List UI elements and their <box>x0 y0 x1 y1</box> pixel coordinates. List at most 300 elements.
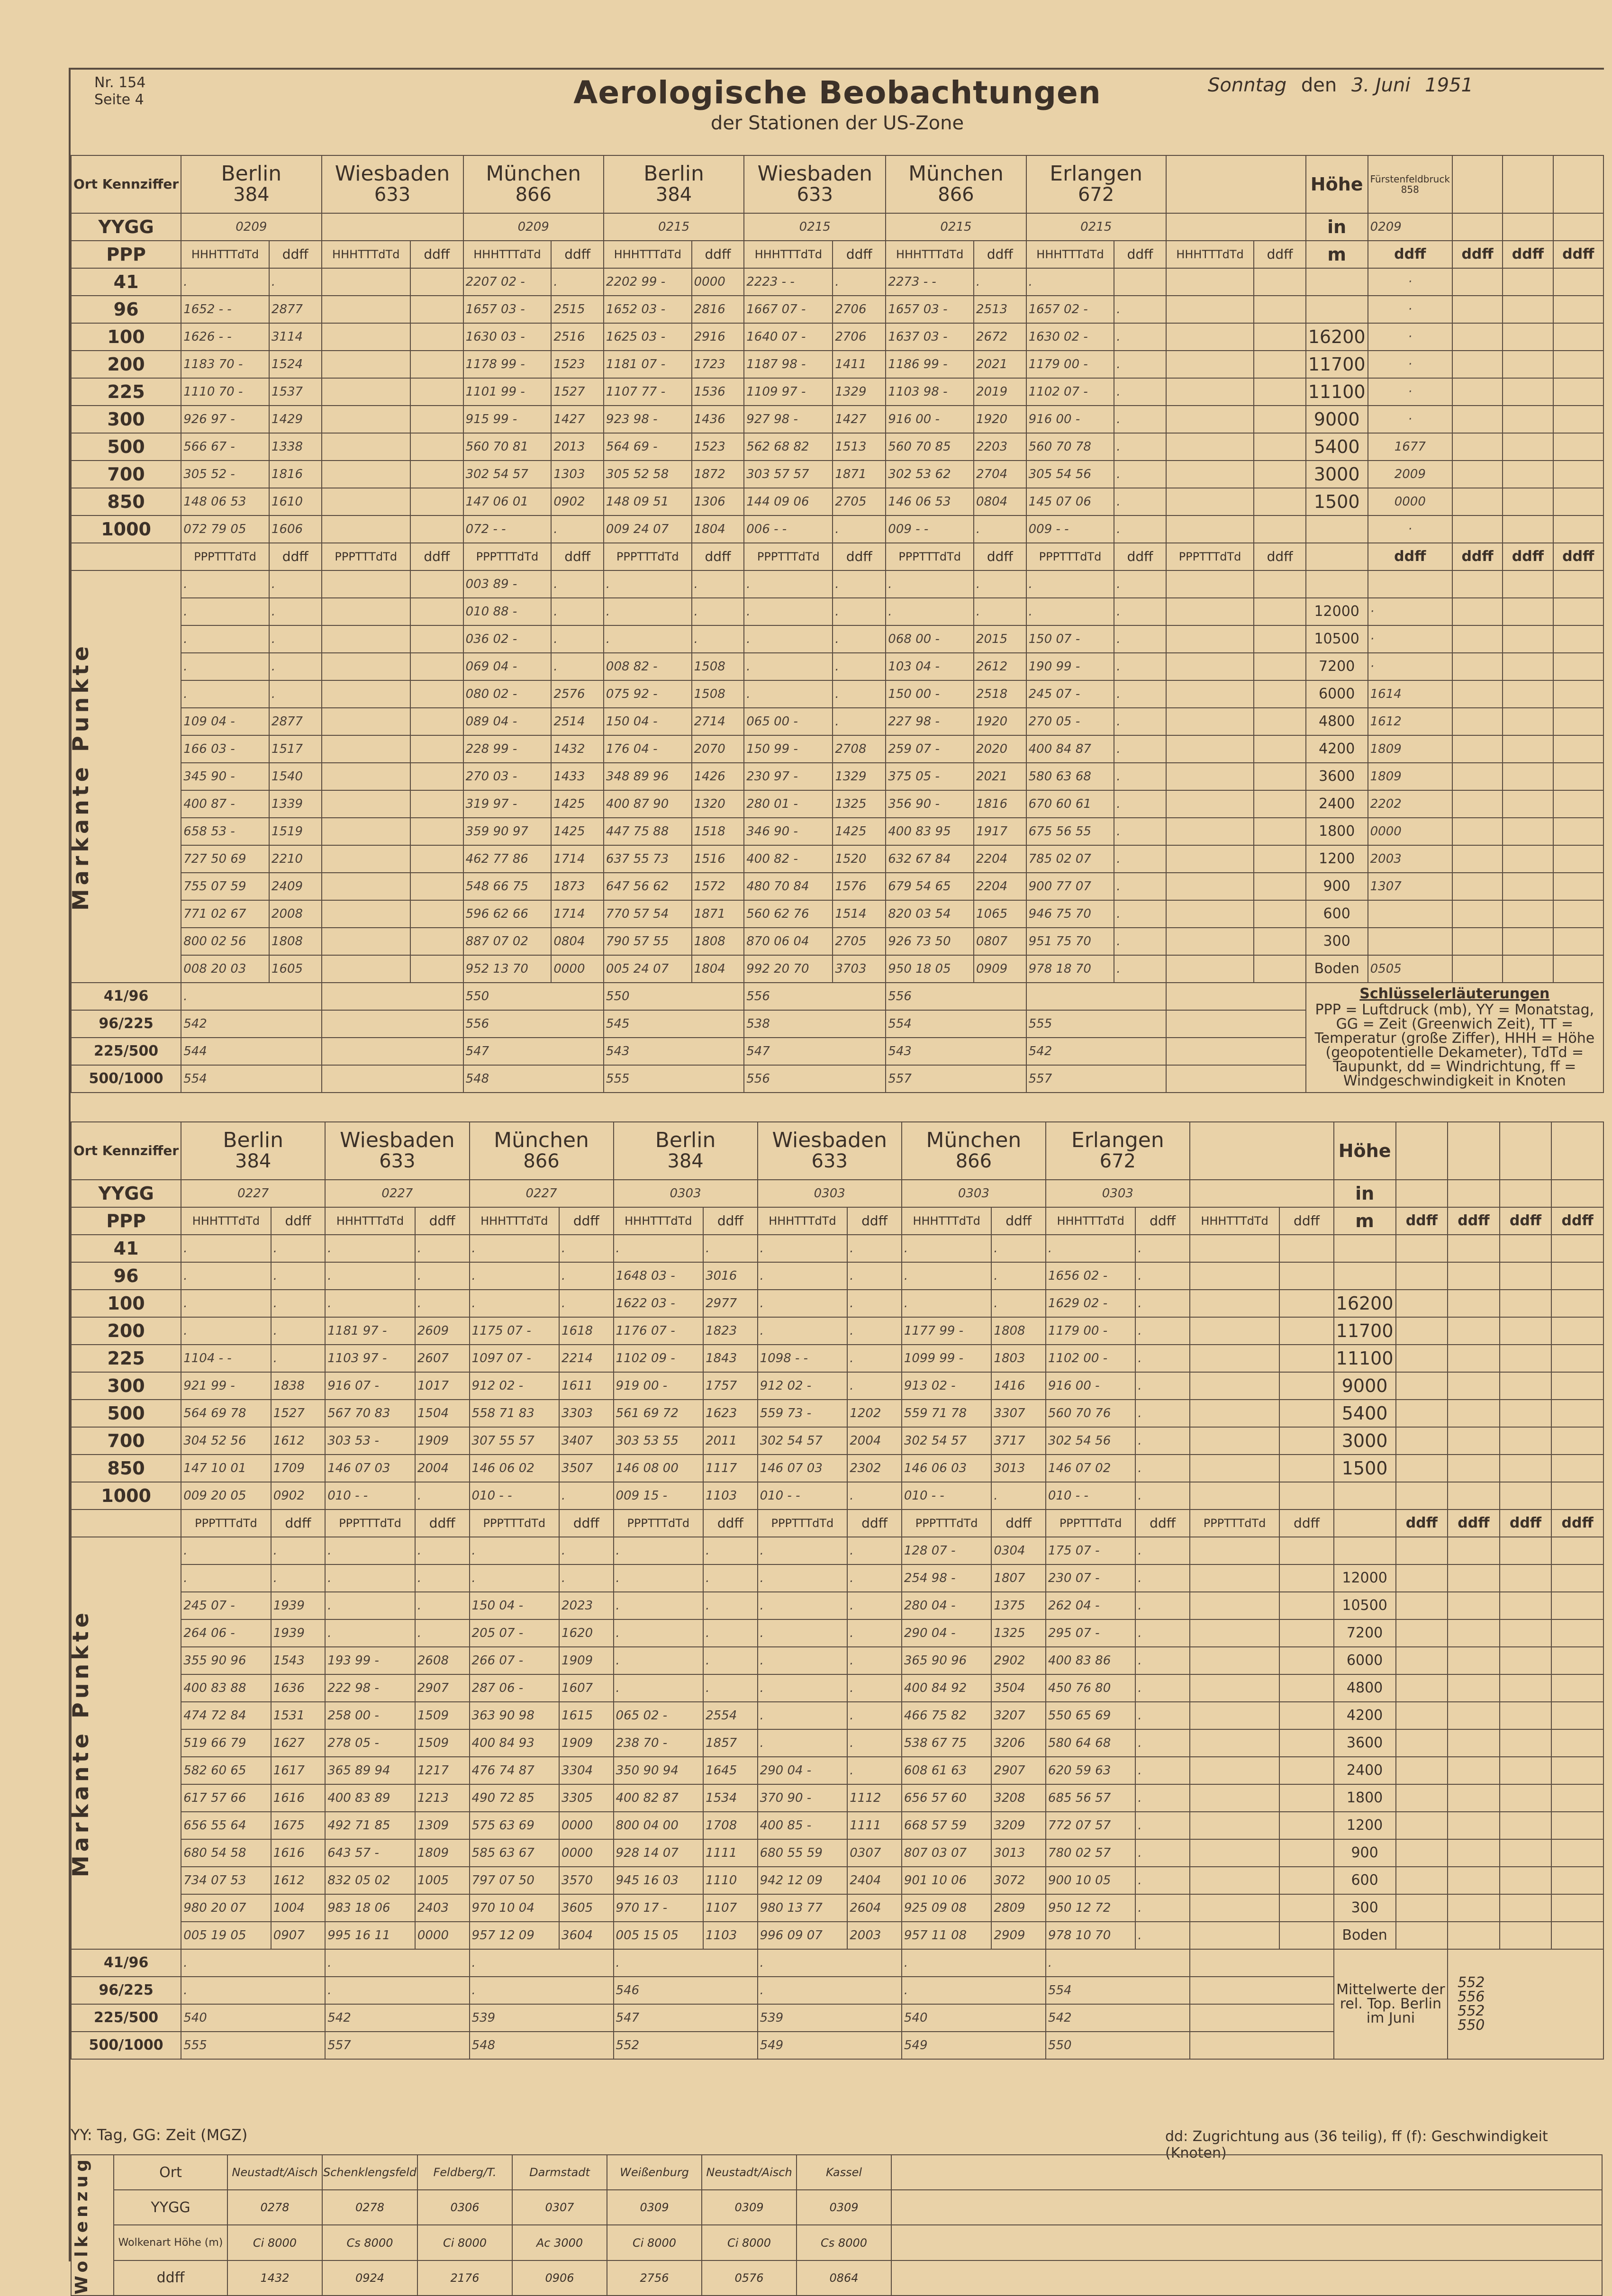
ddff-header: ddff <box>1279 1207 1333 1235</box>
right-wind-value <box>1396 1702 1448 1729</box>
right-wind-value: · <box>1368 351 1452 378</box>
markante-text: Markante Punkte <box>68 1609 93 1878</box>
wolken-row-label: Wolkenart Höhe (m) <box>114 2225 227 2260</box>
wind-value: 1416 <box>991 1372 1046 1400</box>
wolken-value: Ci 8000 <box>227 2225 322 2260</box>
level-value: 146 07 02 <box>1046 1455 1136 1482</box>
right-wind-value <box>1551 1592 1603 1619</box>
right-wind-value <box>1396 1400 1448 1427</box>
right-wind-value <box>1503 818 1553 845</box>
right-wind-value <box>1452 351 1503 378</box>
station-code: 633 <box>811 1150 848 1172</box>
right-wind-value <box>1553 873 1603 900</box>
form-sheet <box>68 68 1604 2295</box>
point-value: . <box>758 1619 848 1647</box>
point-value <box>322 653 410 680</box>
point-value: . <box>181 570 269 598</box>
level-value: 009 15 - <box>614 1482 704 1510</box>
right-wind-value: · <box>1368 406 1452 433</box>
empty-cell <box>1500 1122 1552 1180</box>
yy-note: YY: Tag, GG: Zeit (MGZ) <box>71 2126 248 2144</box>
markante-row <box>71 845 1603 873</box>
wind-value: 1808 <box>991 1317 1046 1345</box>
point-value: . <box>325 1537 415 1564</box>
point-value <box>1190 1757 1280 1784</box>
wind-value: 3303 <box>559 1400 614 1427</box>
point-value <box>322 680 410 708</box>
wind-value: . <box>551 625 604 653</box>
point-value: 996 09 07 <box>758 1922 848 1949</box>
wind-value: 1605 <box>269 955 322 983</box>
pressure-level: 96 <box>71 296 181 323</box>
right-wind-value <box>1452 928 1503 955</box>
wind-value: 1872 <box>692 461 744 488</box>
weekday: Sonntag <box>1208 74 1287 96</box>
level-value: 927 98 - <box>744 406 833 433</box>
point-value: . <box>744 653 833 680</box>
wind-value: 1436 <box>692 406 744 433</box>
point-value: . <box>181 625 269 653</box>
hhh-header: HHHTTTdTd <box>1166 241 1254 268</box>
wind-value: . <box>847 1702 902 1729</box>
wind-value: 1636 <box>271 1674 326 1702</box>
hhh-header: HHHTTTdTd <box>181 241 269 268</box>
wind-value: . <box>1135 1757 1189 1784</box>
level-value: 146 08 00 <box>614 1455 704 1482</box>
wind-value: 1426 <box>692 763 744 790</box>
wolken-row <box>71 2190 1602 2225</box>
layer-value: 556 <box>463 1010 604 1038</box>
level-value: . <box>181 1290 271 1317</box>
right-wind-value <box>1500 1784 1552 1812</box>
station-header <box>1046 1122 1190 1180</box>
level-value <box>322 351 410 378</box>
right-wind-value <box>1448 1894 1500 1922</box>
right-wind-value <box>1551 1702 1603 1729</box>
layer-value: 542 <box>181 1010 321 1038</box>
wind-value: . <box>1114 461 1166 488</box>
wind-value: 1809 <box>415 1839 470 1867</box>
right-wind-value <box>1503 461 1553 488</box>
right-wind-value <box>1396 1922 1448 1949</box>
wolken-row <box>71 2155 1602 2190</box>
point-value: 670 60 61 <box>1026 790 1114 818</box>
point-value <box>1190 1922 1280 1949</box>
right-wind-value <box>1551 1839 1603 1867</box>
level-value: . <box>758 1235 848 1262</box>
layer-value: 542 <box>325 2004 469 2032</box>
wind-value: 1645 <box>703 1757 758 1784</box>
mittelwert-value: 552 <box>1458 1974 1485 1991</box>
layer-value: . <box>470 1977 614 2004</box>
wind-value: . <box>703 1619 758 1647</box>
level-value: 1099 99 - <box>902 1345 992 1372</box>
wind-value: . <box>847 1757 902 1784</box>
hhh-header: HHHTTTdTd <box>322 241 410 268</box>
wind-value: . <box>974 570 1026 598</box>
station-code: 384 <box>667 1150 704 1172</box>
point-value: . <box>181 680 269 708</box>
right-wind-value <box>1553 818 1603 845</box>
ddff-header: ddff <box>1551 1510 1603 1537</box>
layer-value <box>322 983 463 1010</box>
wind-value: 1816 <box>974 790 1026 818</box>
point-value: 992 20 70 <box>744 955 833 983</box>
point-value: 476 74 87 <box>470 1757 560 1784</box>
wind-value: 1871 <box>692 900 744 928</box>
right-wind-value <box>1448 1729 1500 1757</box>
markante-row <box>71 1647 1603 1674</box>
point-value: 356 90 - <box>886 790 974 818</box>
wind-value: 3206 <box>991 1729 1046 1757</box>
station-code: 672 <box>1078 184 1114 206</box>
wind-value: 0000 <box>692 268 744 296</box>
layer-value: 550 <box>463 983 604 1010</box>
wind-value: 1107 <box>703 1894 758 1922</box>
level-value: 1652 03 - <box>604 296 692 323</box>
right-wind-value <box>1500 1537 1552 1564</box>
height-value: 2400 <box>1306 790 1368 818</box>
wind-value <box>1254 900 1305 928</box>
level-value <box>322 461 410 488</box>
point-value: . <box>325 1564 415 1592</box>
height-value: 6000 <box>1306 680 1368 708</box>
wind-value: . <box>833 515 886 543</box>
right-wind-value <box>1452 790 1503 818</box>
level-value: . <box>470 1235 560 1262</box>
wind-value: 0000 <box>559 1839 614 1867</box>
right-wind-value <box>1503 296 1553 323</box>
ddff-header: ddff <box>415 1510 470 1537</box>
yygg-value <box>322 213 463 241</box>
ddff-header: ddff <box>1448 1510 1500 1537</box>
point-value: 887 07 02 <box>463 928 552 955</box>
markante-row <box>71 1702 1603 1729</box>
point-value: 637 55 73 <box>604 845 692 873</box>
level-value <box>1166 351 1254 378</box>
point-value: 770 57 54 <box>604 900 692 928</box>
point-value: 193 99 - <box>325 1647 415 1674</box>
right-wind-value <box>1553 625 1603 653</box>
wind-value: 1320 <box>692 790 744 818</box>
point-value: . <box>614 1564 704 1592</box>
point-value <box>1190 1592 1280 1619</box>
right-wind-value: 2003 <box>1368 845 1452 873</box>
wind-value: . <box>1135 1702 1189 1729</box>
wind-value: 1606 <box>269 515 322 543</box>
markante-row <box>71 1839 1603 1867</box>
point-value: 258 00 - <box>325 1702 415 1729</box>
mittelwert-value: 550 <box>1458 2017 1485 2034</box>
level-value: 1179 00 - <box>1026 351 1114 378</box>
wind-value: . <box>1114 900 1166 928</box>
ddff-header: ddff <box>703 1510 758 1537</box>
layer-value: 554 <box>181 1065 321 1093</box>
wind-value: 1508 <box>692 653 744 680</box>
ddff-header: ddff <box>847 1207 902 1235</box>
markante-row <box>71 735 1603 763</box>
wind-value: 2516 <box>551 323 604 351</box>
right-wind-value <box>1396 1784 1448 1812</box>
wind-value <box>410 680 463 708</box>
empty-cell <box>1551 1180 1603 1207</box>
point-value: 900 10 05 <box>1046 1867 1136 1894</box>
level-value <box>1190 1317 1280 1345</box>
markante-header-row <box>71 1510 1603 1537</box>
wind-value <box>1254 845 1305 873</box>
layer-value: 539 <box>470 2004 614 2032</box>
level-value: 072 - - <box>463 515 552 543</box>
point-value: 983 18 06 <box>325 1894 415 1922</box>
wind-value: 2203 <box>974 433 1026 461</box>
markante-row <box>71 928 1603 955</box>
point-value: 608 61 63 <box>902 1757 992 1784</box>
wind-value <box>1254 680 1305 708</box>
wind-value <box>1254 351 1305 378</box>
wind-value <box>410 351 463 378</box>
right-wind-value <box>1452 461 1503 488</box>
right-wind-value <box>1452 735 1503 763</box>
wind-value: . <box>1114 488 1166 515</box>
right-wind-value <box>1500 1345 1552 1372</box>
wind-value: . <box>974 598 1026 625</box>
wind-value: 1518 <box>692 818 744 845</box>
wolken-value: Cs 8000 <box>322 2225 417 2260</box>
layer-value: . <box>181 1949 325 1977</box>
wind-value: 3016 <box>703 1262 758 1290</box>
station-header <box>181 155 321 213</box>
point-value: 632 67 84 <box>886 845 974 873</box>
point-value: 797 07 50 <box>470 1867 560 1894</box>
point-value: 290 04 - <box>758 1757 848 1784</box>
wind-value: . <box>1135 1345 1189 1372</box>
wind-value: 3207 <box>991 1702 1046 1729</box>
ffb-code: 858 <box>1401 184 1419 195</box>
wind-value: . <box>1114 928 1166 955</box>
point-value: . <box>614 1674 704 1702</box>
markante-row <box>71 708 1603 735</box>
level-value: . <box>181 1317 271 1345</box>
markante-row <box>71 653 1603 680</box>
hhh-header: HHHTTTdTd <box>902 1207 992 1235</box>
wind-value: . <box>415 1235 470 1262</box>
wind-value: 1425 <box>551 790 604 818</box>
level-row <box>71 323 1603 351</box>
layer-value: 548 <box>463 1065 604 1093</box>
markante-row <box>71 1537 1603 1564</box>
level-value <box>1166 515 1254 543</box>
point-value <box>322 955 410 983</box>
point-value: 400 84 93 <box>470 1729 560 1757</box>
right-wind-value <box>1551 1757 1603 1784</box>
pppt-header: PPPTTTdTd <box>1166 543 1254 570</box>
right-wind-value <box>1448 1867 1500 1894</box>
wind-value: . <box>1135 1812 1189 1839</box>
pppt-header: PPPTTTdTd <box>470 1510 560 1537</box>
level-row <box>71 1262 1603 1290</box>
wind-value <box>410 488 463 515</box>
yygg-value: 0227 <box>470 1180 614 1207</box>
station-code: 633 <box>374 184 411 206</box>
m-label: m <box>1334 1207 1396 1235</box>
wind-value <box>410 296 463 323</box>
point-value <box>322 873 410 900</box>
wind-value <box>1279 1592 1333 1619</box>
point-value: . <box>886 570 974 598</box>
wind-value: 2204 <box>974 873 1026 900</box>
ddff-header: ddff <box>1553 543 1603 570</box>
level-value <box>1190 1345 1280 1372</box>
height-value <box>1334 1262 1396 1290</box>
level-row <box>71 433 1603 461</box>
level-value: 302 54 56 <box>1046 1427 1136 1455</box>
level-value: 009 24 07 <box>604 515 692 543</box>
point-value: 727 50 69 <box>181 845 269 873</box>
pressure-level: 300 <box>71 1372 181 1400</box>
station-header <box>758 1122 902 1180</box>
wind-value: 0307 <box>847 1839 902 1867</box>
wind-value <box>410 570 463 598</box>
wind-value: 1616 <box>271 1839 326 1867</box>
wind-value <box>410 406 463 433</box>
station-code: 866 <box>938 184 974 206</box>
right-wind-value <box>1396 1537 1448 1564</box>
wind-value: . <box>1135 1894 1189 1922</box>
wind-value: . <box>551 598 604 625</box>
right-wind-value <box>1500 1455 1552 1482</box>
level-value: . <box>325 1262 415 1290</box>
point-value: 295 07 - <box>1046 1619 1136 1647</box>
wind-value: . <box>1135 1262 1189 1290</box>
level-value: 560 70 85 <box>886 433 974 461</box>
wind-value <box>410 598 463 625</box>
point-value: 560 62 76 <box>744 900 833 928</box>
ppp-header-row <box>71 241 1603 268</box>
point-value: 400 83 95 <box>886 818 974 845</box>
right-wind-value <box>1553 790 1603 818</box>
station-code: 384 <box>235 1150 272 1172</box>
point-value: 647 56 62 <box>604 873 692 900</box>
wind-value: 1543 <box>271 1647 326 1674</box>
right-wind-value <box>1448 1537 1500 1564</box>
right-wind-value: 0000 <box>1368 488 1452 515</box>
level-value: 1103 98 - <box>886 378 974 406</box>
point-value <box>1166 900 1254 928</box>
wind-value: . <box>703 1235 758 1262</box>
wind-value: 2011 <box>703 1427 758 1455</box>
right-wind-value <box>1500 1482 1552 1510</box>
station-row <box>71 155 1603 213</box>
right-wind-value <box>1396 1290 1448 1317</box>
wind-value <box>1279 1729 1333 1757</box>
point-value: . <box>758 1647 848 1674</box>
level-value: 010 - - <box>1046 1482 1136 1510</box>
point-value: 205 07 - <box>470 1619 560 1647</box>
yygg-label: YYGG <box>71 213 181 241</box>
wind-value: 1939 <box>271 1592 326 1619</box>
wolken-value: 1432 <box>227 2260 322 2296</box>
wind-value: 1627 <box>271 1729 326 1757</box>
empty-cell <box>1448 1122 1500 1180</box>
den-label: den <box>1301 74 1337 96</box>
wind-value: 1920 <box>974 406 1026 433</box>
point-value: 771 02 67 <box>181 900 269 928</box>
pressure-level: 300 <box>71 406 181 433</box>
point-value: 780 02 57 <box>1046 1839 1136 1867</box>
right-wind-value <box>1553 653 1603 680</box>
level-value: 1640 07 - <box>744 323 833 351</box>
pressure-level: 850 <box>71 1455 181 1482</box>
wind-value: 1807 <box>991 1564 1046 1592</box>
wind-value: . <box>415 1564 470 1592</box>
right-wind-value <box>1452 378 1503 406</box>
wind-value: . <box>833 598 886 625</box>
wind-value <box>1114 268 1166 296</box>
right-wind-value: 1614 <box>1368 680 1452 708</box>
wind-value <box>1254 598 1305 625</box>
wind-value: . <box>1114 323 1166 351</box>
wind-value: 1433 <box>551 763 604 790</box>
ddff-header: ddff <box>1500 1207 1552 1235</box>
wolken-row-label: ddff <box>114 2260 227 2296</box>
wind-value <box>1254 406 1305 433</box>
level-value: 1102 09 - <box>614 1345 704 1372</box>
point-value: 359 90 97 <box>463 818 552 845</box>
wind-value: 2907 <box>991 1757 1046 1784</box>
height-value: 1200 <box>1306 845 1368 873</box>
height-value: 3600 <box>1306 763 1368 790</box>
wind-value: 3013 <box>991 1839 1046 1867</box>
level-row <box>71 296 1603 323</box>
point-value: . <box>181 598 269 625</box>
wolken-value: Schenklengsfeld <box>322 2155 417 2190</box>
right-wind-value <box>1551 1537 1603 1564</box>
right-wind-value <box>1448 1812 1500 1839</box>
layer-value: 555 <box>604 1065 744 1093</box>
layer-value: 550 <box>604 983 744 1010</box>
wind-value <box>1279 1372 1333 1400</box>
wind-value: 1920 <box>974 708 1026 735</box>
wind-value: 1017 <box>415 1372 470 1400</box>
level-value: 1109 97 - <box>744 378 833 406</box>
right-wind-value <box>1448 1235 1500 1262</box>
page-label: Seite 4 <box>94 91 144 108</box>
ddff-header: ddff <box>559 1207 614 1235</box>
height-value: 16200 <box>1306 323 1368 351</box>
markante-row <box>71 1922 1603 1949</box>
point-value: 926 73 50 <box>886 928 974 955</box>
level-value: . <box>470 1262 560 1290</box>
point-value: 400 82 87 <box>614 1784 704 1812</box>
height-value: 1800 <box>1334 1784 1396 1812</box>
height-value: 900 <box>1334 1839 1396 1867</box>
point-value: . <box>181 653 269 680</box>
level-value: 1629 02 - <box>1046 1290 1136 1317</box>
level-value: . <box>758 1317 848 1345</box>
point-value: 785 02 07 <box>1026 845 1114 873</box>
point-value: 980 13 77 <box>758 1894 848 1922</box>
hhh-header: HHHTTTdTd <box>1026 241 1114 268</box>
right-wind-value <box>1551 1372 1603 1400</box>
wind-value: 2013 <box>551 433 604 461</box>
wind-value <box>410 900 463 928</box>
point-value: . <box>614 1619 704 1647</box>
right-wind-value: · <box>1368 653 1452 680</box>
pressure-level: 700 <box>71 1427 181 1455</box>
point-value: 596 62 66 <box>463 900 552 928</box>
wind-value: 1202 <box>847 1400 902 1427</box>
point-value: 365 89 94 <box>325 1757 415 1784</box>
